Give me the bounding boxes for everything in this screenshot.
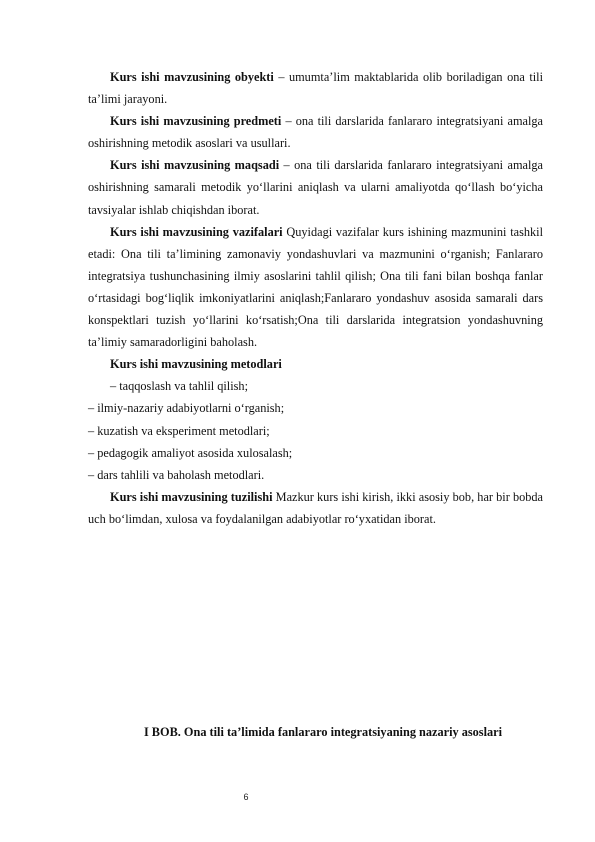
text-vazifalari: Quyidagi vazifalar kurs ishining mazmunini tashkil etadi: Ona tili ta’limining zamonaviy yondashuvlari va mazmunini o‘rganish; Fanlararo integratsiya tushunchasining ilmiy asoslarini tahlil qilish; Ona tili fani bilan boshqa fanlar o‘rtasidagi bog‘liqlik imkoniyatlarini aniqlash;Fanlararo yondashuv asosida samarali dars konspektlari tuzish yo‘llarini ko‘rsatish;Ona tili darslarida integratsion yondashuvning ta’limiy samaradorligini baholash. bbox=[88, 224, 543, 350]
text-obyekt: – umumta’lim maktablarida olib boriladigan ona tili ta’limi jarayoni. bbox=[88, 70, 543, 107]
heading-metodlari-line bbox=[88, 353, 543, 375]
paragraph-tuzilishi bbox=[88, 486, 543, 530]
heading-tuzilishi: Kurs ishi mavzusining tuzilishi bbox=[110, 489, 273, 504]
method-item: – taqqoslash va tahlil qilish; bbox=[110, 379, 248, 394]
text-tuzilishi: Mazkur kurs ishi kirish, ikki asosiy bob, har bir bobda uch bo‘limdan, xulosa va foydalanilgan adabiyotlar ro‘yxatidan iborat. bbox=[88, 489, 543, 526]
heading-predmeti: Kurs ishi mavzusining predmeti bbox=[110, 114, 282, 129]
page-number: 6 bbox=[243, 792, 249, 802]
paragraph-vazifalari bbox=[88, 221, 543, 354]
paragraph-obyekt bbox=[88, 66, 543, 110]
text-maqsadi: – ona tili darslarida fanlararo integratsiyani amalga oshirishning samarali metodik yo‘llarini aniqlash va ularni amaliyotda qo‘llash bo‘yicha tavsiyalar ishlab chiqishdan iborat. bbox=[88, 158, 543, 217]
body-text bbox=[88, 66, 543, 530]
heading-vazifalari: Kurs ishi mavzusining vazifalari bbox=[110, 224, 283, 239]
method-item: – pedagogik amaliyot asosida xulosalash; bbox=[88, 445, 293, 460]
method-item: – ilmiy-nazariy adabiyotlarni o‘rganish; bbox=[88, 401, 285, 416]
text-predmeti: – ona tili darslarida fanlararo integratsiyani amalga oshirishning metodik asoslari va usullari. bbox=[88, 114, 543, 151]
heading-obyekt: Kurs ishi mavzusining obyekti bbox=[110, 70, 274, 84]
chapter-title: I BOB. Ona tili ta’limida fanlararo integratsiyaning nazariy asoslari bbox=[143, 725, 503, 739]
method-item: – dars tahlili va baholash metodlari. bbox=[88, 467, 265, 482]
paragraph-predmeti bbox=[88, 110, 543, 154]
heading-metodlari: Kurs ishi mavzusining metodlari bbox=[110, 357, 282, 372]
paragraph-maqsadi bbox=[88, 154, 543, 220]
heading-maqsadi: Kurs ishi mavzusining maqsadi bbox=[110, 158, 280, 173]
method-item: – kuzatish va eksperiment metodlari; bbox=[88, 423, 270, 438]
